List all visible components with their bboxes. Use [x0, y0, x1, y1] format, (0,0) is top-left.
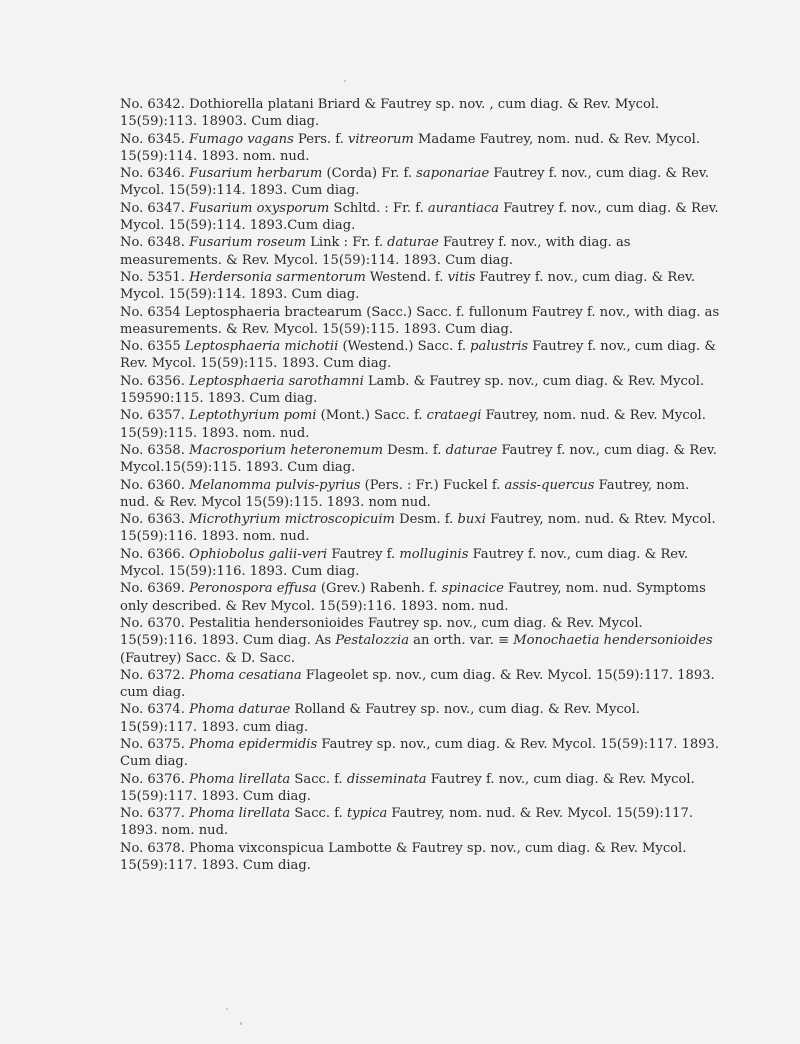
- entry-text: Fautrey, nom. nud. Symptoms only described. & Rev Mycol. 15(59):116. 1893. nom. nud.: [120, 581, 706, 614]
- taxon-name-italic: buxi: [457, 512, 486, 528]
- entry-text: Fautrey f. nov., cum diag. & Rev. Mycol. 15(59):116. 1893. Cum diag.: [120, 546, 689, 580]
- entry-text: Fautrey, nom. nud. & Rev. Mycol. 15(59):115. 1893. nom. nud.: [120, 408, 706, 441]
- entry-text: No. 6366.: [120, 546, 190, 562]
- entry-item: [120, 477, 720, 512]
- entry-item: [120, 701, 720, 736]
- entry-text: Sacc. f.: [290, 771, 347, 787]
- entry-text: Rolland & Fautrey sp. nov., cum diag. & Rev. Mycol. 15(59):117. 1893. cum diag.: [120, 702, 640, 735]
- entry-item: [120, 580, 720, 615]
- taxon-name-italic: Peronospora effusa: [189, 581, 317, 597]
- entry-text: No. 6360.: [120, 477, 190, 493]
- taxon-name-italic: palustris: [470, 339, 529, 355]
- entry-text: Desm. f.: [383, 442, 446, 458]
- taxon-name-italic: Phoma lirellata: [189, 806, 291, 822]
- entry-text: No. 6357.: [120, 408, 190, 424]
- entry-text: No. 6346.: [120, 166, 190, 182]
- entry-item: [120, 131, 720, 166]
- taxon-name-italic: Ophiobolus galii-veri: [189, 546, 328, 562]
- taxon-name-italic: Microthyrium mictroscopicuim: [189, 512, 395, 528]
- entry-text: Fautrey f.: [327, 546, 400, 562]
- taxon-name-italic: spinacice: [441, 581, 504, 597]
- taxon-name-italic: disseminata: [346, 771, 427, 787]
- entry-list: [120, 96, 720, 874]
- entry-text: (Grev.) Rabenh. f.: [316, 581, 442, 597]
- entry-text: No. 5351.: [120, 269, 190, 285]
- paper-speck: [240, 1022, 242, 1025]
- entry-text: No. 6348.: [120, 235, 190, 251]
- entry-text: Fautrey sp. nov., cum diag. & Rev. Mycol. 15(59):117. 1893. Cum diag.: [120, 736, 720, 770]
- taxon-name-italic: molluginis: [399, 546, 469, 562]
- taxon-name-italic: Pestalozzia: [335, 633, 409, 649]
- taxon-name-italic: Leptosphaeria sarothamni: [189, 373, 364, 389]
- entry-text: Fautrey f. nov., with diag. as measurements. & Rev. Mycol. 15(59):114. 1893. Cum diag.: [120, 235, 631, 268]
- entry-item: [120, 771, 720, 806]
- entry-text: (Mont.) Sacc. f.: [316, 408, 427, 424]
- taxon-name-italic: Fusarium oxysporum: [189, 200, 330, 216]
- entry-text: Flageolet sp. nov., cum diag. & Rev. Mycol. 15(59):117. 1893. cum diag.: [120, 667, 715, 701]
- paper-speck: [226, 1008, 228, 1010]
- entry-text: No. 6345.: [120, 131, 190, 147]
- entry-item: [120, 165, 720, 200]
- taxon-name-italic: Herdersonia sarmentorum: [189, 269, 366, 285]
- taxon-name-italic: Leptosphaeria michotii: [184, 339, 339, 355]
- entry-text: Schltd. : Fr. f.: [329, 200, 428, 216]
- document-page: [120, 96, 720, 874]
- entry-text: No. 6363.: [120, 512, 190, 528]
- entry-text: Lamb. & Fautrey sp. nov., cum diag. & Rev. Mycol. 159590:115. 1893. Cum diag.: [120, 373, 705, 407]
- entry-text: No. 6354 Leptosphaeria bractearum (Sacc.) Sacc. f. fullonum Fautrey f. nov., with diag. as measurements. & Rev. Mycol. 15(59):115. 1893. Cum diag.: [120, 304, 720, 337]
- entry-item: [120, 200, 720, 235]
- entry-text: No. 6358.: [120, 442, 190, 458]
- taxon-name-italic: typica: [346, 806, 388, 822]
- taxon-name-italic: assis-quercus: [504, 477, 595, 493]
- entry-text: No. 6347.: [120, 200, 190, 216]
- entry-item: [120, 511, 720, 546]
- entry-item: [120, 546, 720, 581]
- entry-text: No. 6370. Pestalitia hendersonioides Fautrey sp. nov., cum diag. & Rev. Mycol. 15(59):116. 1893. Cum diag. As: [120, 615, 643, 649]
- entry-text: (Corda) Fr. f.: [322, 166, 417, 182]
- entry-item: [120, 805, 720, 840]
- entry-text: No. 6356.: [120, 373, 190, 389]
- taxon-name-italic: aurantiaca: [427, 200, 500, 216]
- entry-text: (Fautrey) Sacc. & D. Sacc.: [120, 650, 296, 666]
- entry-text: Madame Fautrey, nom. nud. & Rev. Mycol. 15(59):114. 1893. nom. nud.: [120, 131, 700, 164]
- entry-text: Fautrey f. nov., cum diag. & Rev. Mycol. 15(59):115. 1893. Cum diag.: [120, 339, 716, 372]
- taxon-name-italic: vitreorum: [347, 131, 414, 147]
- entry-text: Sacc. f.: [290, 806, 347, 822]
- taxon-name-italic: Macrosporium heteronemum: [189, 442, 384, 458]
- entry-item: [120, 269, 720, 304]
- taxon-name-italic: Fumago vagans: [189, 131, 294, 147]
- entry-text: Fautrey f. nov., cum diag. & Rev. Mycol. 15(59):114. 1893. Cum diag.: [120, 166, 709, 199]
- entry-text: Fautrey f. nov., cum diag. & Rev. Mycol. 15(59):114. 1893.Cum diag.: [120, 200, 719, 234]
- entry-text: No. 6355: [120, 339, 185, 355]
- entry-text: Westend. f.: [365, 269, 448, 285]
- entry-text: No. 6377.: [120, 806, 190, 822]
- entry-text: Fautrey, nom. nud. & Rev. Mycol. 15(59):117. 1893. nom. nud.: [120, 806, 693, 839]
- entry-item: [120, 736, 720, 771]
- entry-text: No. 6375.: [120, 736, 190, 752]
- entry-text: Fautrey, nom. nud. & Rev. Mycol 15(59):115. 1893. nom nud.: [120, 477, 690, 510]
- taxon-name-italic: crataegi: [426, 408, 482, 424]
- taxon-name-italic: Phoma epidermidis: [189, 736, 318, 752]
- taxon-name-italic: daturae: [387, 235, 439, 251]
- entry-text: No. 6374.: [120, 702, 190, 718]
- entry-text: Fautrey f. nov., cum diag. & Rev. Mycol. 15(59):114. 1893. Cum diag.: [120, 269, 696, 303]
- entry-text: No. 6372.: [120, 667, 190, 683]
- taxon-name-italic: Melanomma pulvis-pyrius: [189, 477, 361, 493]
- entry-item: [120, 338, 720, 373]
- entry-item: [120, 442, 720, 477]
- taxon-name-italic: vitis: [447, 269, 476, 285]
- taxon-name-italic: saponariae: [416, 166, 490, 182]
- entry-item: [120, 96, 720, 131]
- entry-item: [120, 407, 720, 442]
- entry-text: No. 6369.: [120, 581, 190, 597]
- taxon-name-italic: Fusarium roseum: [189, 235, 307, 251]
- entry-text: an orth. var. ≡: [409, 633, 514, 649]
- entry-text: No. 6376.: [120, 771, 190, 787]
- paper-speck: [344, 80, 346, 82]
- entry-item: [120, 373, 720, 408]
- taxon-name-italic: Phoma cesatiana: [189, 667, 302, 683]
- taxon-name-italic: Monochaetia hendersonioides: [513, 633, 713, 649]
- entry-item: [120, 234, 720, 269]
- entry-text: (Pers. : Fr.) Fuckel f.: [360, 477, 505, 493]
- entry-text: Fautrey f. nov., cum diag. & Rev. Mycol. 15(59):117. 1893. Cum diag.: [120, 771, 695, 804]
- entry-text: No. 6342. Dothiorella platani Briard & Fautrey sp. nov. , cum diag. & Rev. Mycol. 15(59):113. 18903. Cum diag.: [120, 97, 660, 130]
- taxon-name-italic: Leptothyrium pomi: [189, 408, 317, 424]
- taxon-name-italic: daturae: [445, 442, 498, 458]
- entry-item: [120, 667, 720, 702]
- entry-text: Fautrey, nom. nud. & Rtev. Mycol. 15(59):116. 1893. nom. nud.: [120, 512, 716, 545]
- taxon-name-italic: Phoma daturae: [189, 702, 291, 718]
- taxon-name-italic: Fusarium herbarum: [189, 166, 323, 182]
- taxon-name-italic: Phoma lirellata: [189, 771, 291, 787]
- entry-text: (Westend.) Sacc. f.: [338, 339, 471, 355]
- entry-text: No. 6378. Phoma vixconspicua Lambotte & Fautrey sp. nov., cum diag. & Rev. Mycol. 15(59):117. 1893. Cum diag.: [120, 840, 687, 874]
- entry-item: [120, 304, 720, 339]
- entry-item: [120, 840, 720, 875]
- entry-text: Fautrey f. nov., cum diag. & Rev. Mycol.15(59):115. 1893. Cum diag.: [120, 442, 717, 476]
- entry-text: Link : Fr. f.: [306, 235, 388, 251]
- entry-text: Pers. f.: [293, 131, 348, 147]
- entry-text: Desm. f.: [394, 512, 458, 528]
- entry-item: [120, 615, 720, 667]
